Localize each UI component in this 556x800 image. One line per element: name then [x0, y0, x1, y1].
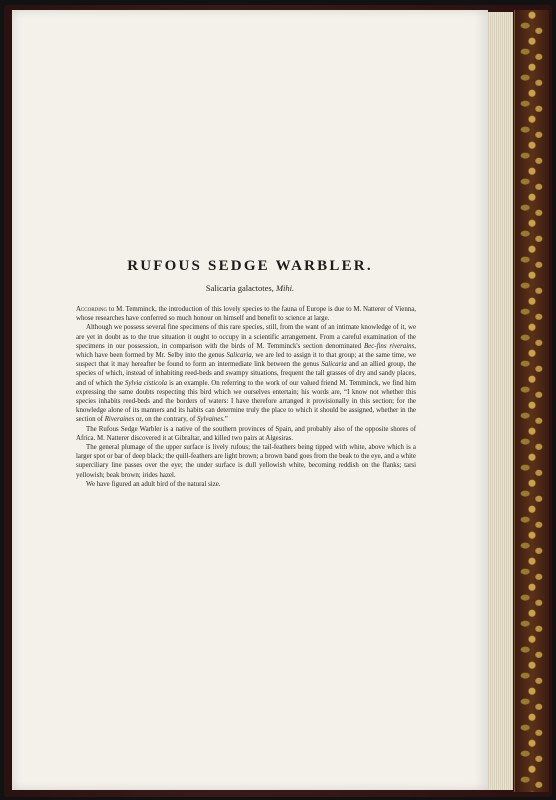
article-title: RUFOUS SEDGE WARBLER.: [127, 258, 373, 274]
page-stack-edge: [486, 12, 513, 790]
author-attribution: Mihi.: [275, 283, 295, 293]
gilt-page-edge: [514, 10, 549, 792]
article-subtitle: [12, 283, 488, 293]
article-body: [76, 305, 416, 489]
paragraph-1: According to M. Temminck, the introduction of this lovely species to the fauna of Europe is due to M. Natterer of Vienna, whose researches have conferred so much honour on himself and benefit to science at large.: [76, 306, 416, 323]
paragraph-4: The general plumage of the upper surface is lively rufous; the tail-feathers being tipped with white, above which is a larger spot or bar of deep black; the quill-feathers are light brown; a brown band goes from the beak to the eye, and a white superciliary line passes over the eye; the under surface is dull yellowish white, becoming reddish on the flanks; tarsi yellowish; beak brown; irides hazel.: [76, 444, 416, 479]
paragraph-3: The Rufous Sedge Warbler is a native of the southern provinces of Spain, and probably also of the opposite shores of Africa. M. Natterer discovered it at Gibraltar, and killed two pairs at Algesiras.: [76, 425, 416, 442]
book-page: [12, 10, 488, 790]
scientific-name: Salicaria galactotes,: [205, 283, 274, 293]
lead-word: According: [76, 306, 108, 313]
paragraph-2: Although we possess several fine specimens of this rare species, still, from the want of an intimate knowledge of it, we are yet in doubt as to the true situation it ought to occupy in a scientific arrangement. From a careful examination of the specimens in our possession, in comparison with the birds of M. Temminck's section denominated Bec-fins riverains, which have been formed by Mr. Selby into the genus Salicaria, we are led to assign it to that group; at the same time, we suspect that it may hereafter be found to form an intermediate link between the genus Salicaria and an allied group, the species of which, instead of inhabiting reed-beds and swampy situations, frequent the tall grasses of dry and sandy places, and of which the Sylvia cisticola is an example. On referring to the work of our valued friend M. Temminck, we find him expressing the same doubts respecting this bird which we ourselves entertain; his words are, “I know not whether this species inhabits reed-beds and the borders of waters: I have therefore arranged it provisionally in this section; for the knowledge alone of its manners and its habits can determine truly the place to which it should be assigned, whether in the section of Riveraines or, on the contrary, of Sylvaines.”: [76, 324, 417, 424]
paragraph-5: We have figured an adult bird of the natural size.: [86, 480, 221, 488]
